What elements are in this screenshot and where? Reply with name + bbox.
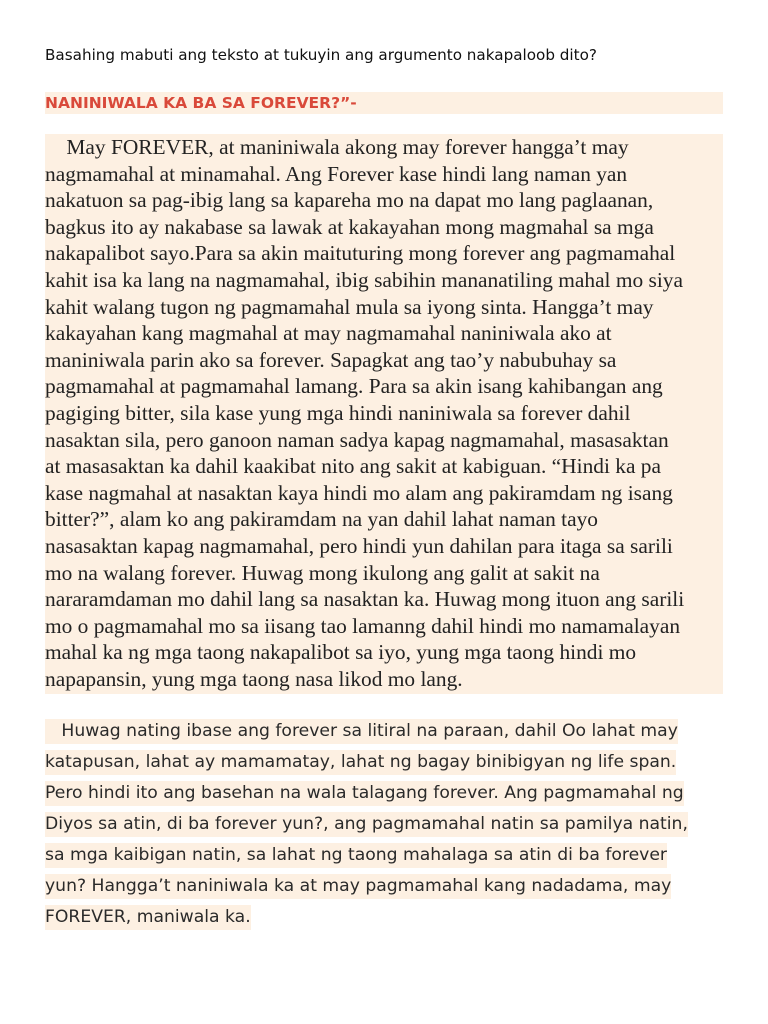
paragraph-line: nararamdaman mo dahil lang sa nasaktan ka. Huwag mong ituon ang sarili (45, 587, 685, 612)
paragraph-line: pagiging bitter, sila kase yung mga hindi naniniwala sa forever dahil (45, 400, 631, 425)
paragraph-line: kakayahan kang magmahal at may nagmamahal naniniwala ako at (45, 321, 612, 346)
paragraph-line-wrap (45, 747, 735, 778)
paragraph-line: Diyos sa atin, di ba forever yun?, ang pagmamahal natin sa pamilya natin, (45, 812, 688, 837)
paragraph-line-wrap (45, 871, 735, 902)
paragraph-line-wrap (45, 716, 735, 747)
essay-title: NANINIWALA KA BA SA FOREVER?”- (45, 92, 723, 114)
paragraph-line: katapusan, lahat ay mamamatay, lahat ng bagay binibigyan ng life span. (45, 750, 676, 775)
paragraph-line: kahit isa ka lang na nagmamahal, ibig sabihin mananatiling mahal mo siya (45, 267, 683, 292)
paragraph-line-wrap (45, 902, 735, 933)
paragraph-line: FOREVER, maniwala ka. (45, 905, 251, 930)
paragraph-line: nakatuon sa pag-ibig lang sa kapareha mo na dapat mo lang paglaanan, (45, 188, 654, 213)
paragraph-line: pagmamahal at pagmamahal lamang. Para sa akin isang kahibangan ang (45, 374, 663, 399)
question-prompt: Basahing mabuti ang teksto at tukuyin ang argumento nakapaloob dito? (45, 46, 597, 64)
paragraph-line: yun? Hangga’t naniniwala ka at may pagmamahal kang nadadama, may (45, 874, 671, 899)
essay-paragraph-2 (45, 716, 735, 933)
paragraph-line: May FOREVER, at maniniwala akong may forever hangga’t may (45, 135, 629, 159)
paragraph-line: mo o pagmamahal mo sa iisang tao lamanng dahil hindi mo namamalayan (45, 613, 681, 638)
paragraph-line: sa mga kaibigan natin, sa lahat ng taong mahalaga sa atin di ba forever (45, 843, 667, 868)
paragraph-line: kase nagmahal at nasaktan kaya hindi mo alam ang pakiramdam ng isang (45, 480, 673, 505)
paragraph-line: nasasaktan kapag nagmamahal, pero hindi yun dahilan para itaga sa sarili (45, 533, 673, 558)
paragraph-line: maniniwala parin ako sa forever. Sapagkat ang tao’y nabubuhay sa (45, 347, 617, 372)
paragraph-line: Pero hindi ito ang basehan na wala talagang forever. Ang pagmamahal ng (45, 781, 684, 806)
paragraph-line: nasaktan sila, pero ganoon naman sadya kapag nagmamahal, masasaktan (45, 427, 669, 452)
paragraph-line: mahal ka ng mga taong nakapalibot sa iyo, yung mga taong hindi mo (45, 640, 637, 665)
paragraph-line-wrap (45, 778, 735, 809)
paragraph-line: nakapalibot sayo.Para sa akin maituturing mong forever ang pagmamahal (45, 241, 676, 266)
paragraph-line: kahit walang tugon ng pagmamahal mula sa iyong sinta. Hangga’t may (45, 294, 654, 319)
paragraph-line-wrap (45, 840, 735, 871)
paragraph-line: Huwag nating ibase ang forever sa litiral na paraan, dahil Oo lahat may (45, 719, 678, 744)
paragraph-line: at masasaktan ka dahil kaakibat nito ang sakit at kabiguan. “Hindi ka pa (45, 454, 661, 479)
paragraph-line: nagmamahal at minamahal. Ang Forever kase hindi lang naman yan (45, 161, 628, 186)
paragraph-line: napapansin, yung mga taong nasa likod mo lang. (45, 666, 463, 691)
paragraph-line: mo na walang forever. Huwag mong ikulong ang galit at sakit na (45, 560, 600, 585)
paragraph-line-wrap (45, 809, 735, 840)
paragraph-line: bagkus ito ay nakabase sa lawak at kakayahan mong magmahal sa mga (45, 214, 654, 239)
paragraph-line: bitter?”, alam ko ang pakiramdam na yan dahil lahat naman tayo (45, 507, 598, 532)
essay-paragraph-1 (45, 134, 723, 694)
